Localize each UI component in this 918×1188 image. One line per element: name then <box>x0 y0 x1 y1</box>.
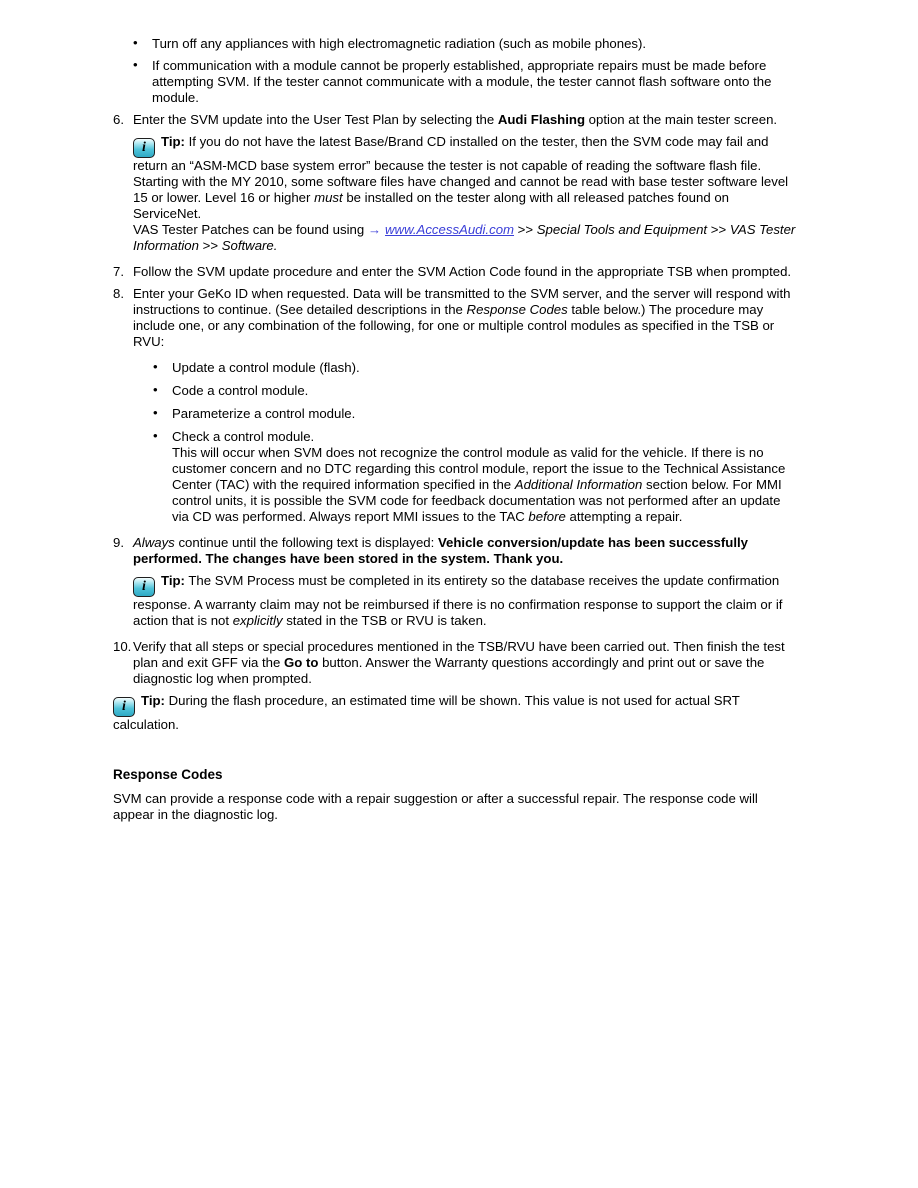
tip-text: >> <box>707 222 730 237</box>
intro-bullet-list <box>113 36 796 106</box>
tip-text-italic: must <box>314 190 343 205</box>
bullet-item <box>133 360 796 376</box>
detail-text-italic: before <box>528 509 566 524</box>
tip-text-italic: Special Tools and Equipment <box>536 222 708 237</box>
step-text: Follow the SVM update procedure and enter the SVM Action Code found in the appropriate TSB when prompted. <box>133 264 792 279</box>
step-text-bold: Vehicle conversion/update has been successfully performed. The changes have been stored in the system. Thank you. <box>133 535 748 566</box>
bullet-icon: • <box>153 405 158 420</box>
step-text: Enter your GeKo ID when requested. Data will be transmitted to the SVM server, and the server will respond with instructions to continue. (See detailed descriptions in the <box>133 286 791 317</box>
detail-text: This will occur when SVM does not recognize the control module as valid for the vehicle. If there is no customer concern and no DTC regarding this control module, report the issue to the Technical Assistance Center (TAC) with the required information specified in the <box>172 445 786 492</box>
tip-label: Tip: <box>141 693 165 708</box>
bullet-item <box>113 36 796 52</box>
step-number: 6. <box>113 112 124 127</box>
step-text: continue until the following text is displayed: <box>174 535 438 550</box>
check-module-detail <box>172 445 796 525</box>
access-audi-link[interactable]: www.AccessAudi.com <box>385 222 515 237</box>
bullet-text: Update a control module (flash). <box>172 360 360 375</box>
info-icon-glyph: i <box>122 699 126 714</box>
step-text: button. Answer the Warranty questions accordingly and print out or save the diagnostic log when prompted. <box>133 655 765 686</box>
step-number: 10. <box>113 639 132 654</box>
bullet-item <box>133 406 796 422</box>
bullet-text: If communication with a module cannot be properly established, appropriate repairs must be made before attempting SVM. If the tester cannot communicate with a module, the tester cannot flash software onto the module. <box>152 58 772 105</box>
step-7 <box>113 264 796 280</box>
tip-text: During the flash procedure, an estimated time will be shown. This value is not used for actual SRT calculation. <box>113 693 740 732</box>
info-icon-glyph: i <box>142 579 146 594</box>
bullet-text: Turn off any appliances with high electromagnetic radiation (such as mobile phones). <box>152 36 647 51</box>
step-8-bullet-list <box>133 360 796 525</box>
bullet-icon: • <box>153 428 158 443</box>
bullet-item-check-module <box>133 429 796 525</box>
info-icon <box>133 577 155 597</box>
step-6 <box>113 112 796 128</box>
vas-patches-line <box>133 222 796 254</box>
info-icon-glyph: i <box>142 140 146 155</box>
tip-label: Tip: <box>161 134 185 149</box>
step-text: Enter the SVM update into the User Test Plan by selecting the <box>133 112 498 127</box>
info-icon <box>133 138 155 158</box>
bullet-icon: • <box>153 382 158 397</box>
tip-text-italic: explicitly <box>232 613 283 628</box>
tip-text: >> <box>514 222 537 237</box>
detail-text: attempting a repair. <box>565 509 683 524</box>
step-text-italic: Response Codes <box>466 302 568 317</box>
bullet-text: Code a control module. <box>172 383 309 398</box>
tip-text: The SVM Process must be completed in its entirety so the database receives the update confirmation response. A warranty claim may not be reimbursed if there is no confirmation response to support the claim or if action that is not <box>133 573 783 628</box>
bullet-item <box>113 58 796 106</box>
step-text: option at the main tester screen. <box>585 112 778 127</box>
response-codes-paragraph: SVM can provide a response code with a repair suggestion or after a successful repair. The response code will appear in the diagnostic log. <box>113 791 758 822</box>
step-number: 9. <box>113 535 124 550</box>
bullet-icon: • <box>153 359 158 374</box>
arrow-icon: → <box>367 222 382 237</box>
tip-note-1 <box>133 134 796 254</box>
bullet-icon: • <box>133 35 138 50</box>
detail-text: section below. For MMI control units, it is possible the SVM code for feedback documentation was not performed after an update via CD was performed. Always report MMI issues to the TAC <box>172 477 782 524</box>
tip-note-3 <box>113 693 796 733</box>
tip-text: be installed on the tester along with all released patches found on ServiceNet. <box>133 190 730 221</box>
step-text-italic: Always <box>133 535 175 550</box>
tip-text: stated in the TSB or RVU is taken. <box>282 613 487 628</box>
step-number: 7. <box>113 264 124 279</box>
bullet-text: Parameterize a control module. <box>172 406 356 421</box>
detail-text-italic: Additional Information <box>514 477 643 492</box>
step-8 <box>113 286 796 525</box>
bullet-text: Check a control module. <box>172 429 315 444</box>
tip-text: >> <box>198 238 222 253</box>
tip-note-2 <box>133 573 796 629</box>
step-text-bold: Go to <box>284 655 319 670</box>
step-10 <box>113 639 796 687</box>
bullet-item <box>133 383 796 399</box>
tip-text-italic: Software. <box>221 238 278 253</box>
step-text-bold: Audi Flashing <box>497 112 586 127</box>
step-text: Verify that all steps or special procedures mentioned in the TSB/RVU have been carried out. Then finish the test plan and exit GFF via the <box>133 639 785 670</box>
bullet-icon: • <box>133 57 138 72</box>
step-text: table below.) The procedure may include one, or any combination of the following, for one or multiple control modules as specified in the TSB or RVU: <box>133 302 775 349</box>
tip-text: If you do not have the latest Base/Brand CD installed on the tester, then the SVM code may fail and return an “ASM-MCD base system error” because the tester is not capable of reading the software flash file. Starting with the MY 2010, some software files have changed and cannot be read with base tester software level 15 or lower. Level 16 or higher <box>133 134 789 205</box>
tip-text: VAS Tester Patches can be found using <box>133 222 368 237</box>
tip-label: Tip: <box>161 573 185 588</box>
tip-text-italic: VAS Tester Information <box>133 222 796 253</box>
section-heading-response-codes: Response Codes <box>113 767 223 782</box>
step-number: 8. <box>113 286 124 301</box>
info-icon <box>113 697 135 717</box>
step-9 <box>113 535 796 567</box>
